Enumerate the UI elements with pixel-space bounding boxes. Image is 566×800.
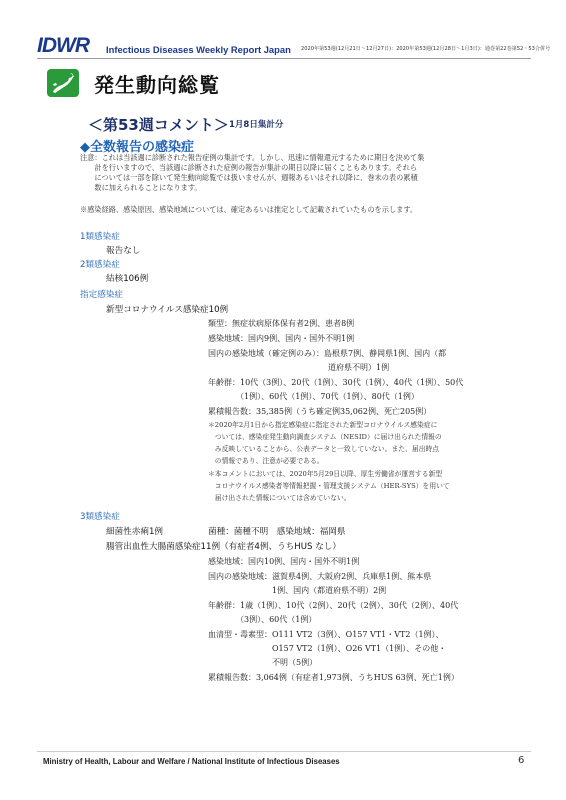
footer-publisher: Ministry of Health, Labour and Welfare / National Institute of Infectious Diseases: [43, 757, 340, 766]
designated-detail: 道府県不明）1例: [208, 363, 390, 372]
designated-detail: （1例）、60代（1例）、70代（1例）、80代（1例）: [208, 392, 419, 401]
note-line: については一部を除いて発生動向総覧では扱いませんが、週報あるいはそれ以降に、巻末の表の累積: [80, 173, 418, 182]
category-2-label: 2類感染症: [80, 260, 120, 270]
ehec-detail: （3例）、60代（1例）: [208, 615, 317, 624]
category-3-item-ehec: 腸管出血性大腸菌感染症11例（有症者4例、うちHUS なし）: [106, 542, 341, 552]
footnote-line: ついては、感染症発生動向調査システム（NESID）に届け出られた情報の: [208, 433, 442, 441]
all-report-heading: ◆全数報告の感染症: [80, 140, 194, 155]
footnote-line: み反映していることから、公表データと一致していない。また、届出時点: [208, 445, 440, 453]
designated-detail: 累積報告数：35,385例（うち確定例35,062例、死亡205例）: [208, 407, 432, 416]
footnote-line: ＊2020年2月1日から指定感染症に指定された新型コロナウイルス感染症に: [208, 421, 438, 429]
ehec-detail: 感染地域：国内10例、国内・国外不明1例: [208, 557, 360, 566]
ehec-detail: 1例、国内（都道府県不明）2例: [208, 586, 387, 595]
week-comment-date: 1月8日集計分: [229, 120, 284, 130]
category-2-item: 結核106例: [106, 274, 149, 284]
designated-detail: 年齢群：10代（3例）、20代（1例）、30代（1例）、40代（1例）、50代: [208, 378, 464, 387]
note-line: 注意：これは当該週に診断された報告症例の集計です。しかし、迅速に情報還元するために期日を決めて集: [80, 153, 425, 162]
footnote-line: 届け出された情報については含めていない。: [208, 494, 351, 502]
footer-divider: [37, 751, 531, 752]
ehec-detail: 年齢群：1歳（1例）、10代（2例）、20代（2例）、30代（2例）、40代: [208, 601, 459, 610]
footnote-line: ＊本コメントにおいては、2020年5月29日以降、厚生労働省が運営する新型: [208, 470, 443, 478]
issue-date-info: 2020年第53週(12月21日〜12月27日)：2020年第53週(12月28日〜1月3日)：通巻第22巻第52・53合併号: [301, 46, 551, 52]
note-line: 数に加えられることになります。: [80, 183, 202, 192]
ehec-detail: 国内の感染地域：滋賀県4例、大阪府2例、兵庫県1例、熊本県: [208, 572, 432, 581]
week-comment-heading: ＜第53週コメント＞: [88, 116, 229, 134]
category-1-label: 1類感染症: [80, 232, 120, 242]
ehec-detail: 不明（5例）: [208, 658, 318, 667]
designated-detail: 国内の感染地域（確定例のみ）：島根県7例、静岡県1例、国内（都: [208, 349, 447, 358]
page-number: 6: [518, 755, 525, 766]
footnote-line: の情報であり、注意が必要である。: [208, 457, 324, 465]
ehec-detail: O157 VT2（1例）、O26 VT1（1例）、その他・: [208, 644, 447, 653]
category-3-label: 3類感染症: [80, 512, 120, 522]
designated-detail: 類型：無症状病原体保有者2例、患者8例: [208, 319, 355, 328]
page-title: 発生動向総覧: [94, 73, 220, 97]
ehec-detail: 累積報告数：3,064例（有症者1,973例、うちHUS 63例、死亡1例）: [208, 673, 459, 682]
designated-item: 新型コロナウイルス感染症10例: [106, 305, 229, 315]
report-title: Infectious Diseases Weekly Report Japan: [106, 44, 291, 55]
note-line: 計を行いますので、当該週に診断された症例の報告が集計の期日以降に届くこともあります。それら: [80, 163, 418, 172]
japan-map-icon: [47, 69, 79, 97]
category-3-item-dysentery: 細菌性赤痢1例: [106, 527, 164, 537]
note-infection-route: ※感染経路、感染原因、感染地域については、確定あるいは推定として記載されていたものを示します。: [80, 205, 418, 214]
category-1-item: 報告なし: [106, 246, 141, 256]
header-divider: [37, 58, 531, 59]
ehec-detail: 血清型・毒素型：O111 VT2（3例）、O157 VT1・VT2（1例）、: [208, 630, 444, 639]
designated-detail: 感染地域：国内9例、国内・国外不明1例: [208, 334, 355, 343]
footnote-line: コロナウイルス感染者等情報把握・管理支援システム（HER-SYS）を用いて: [208, 482, 450, 490]
idwr-logo: IDWR: [37, 34, 89, 57]
category-3-item-dysentery-detail: 菌種：菌種不明 感染地域：福岡県: [208, 527, 346, 537]
designated-label: 指定感染症: [80, 290, 123, 300]
